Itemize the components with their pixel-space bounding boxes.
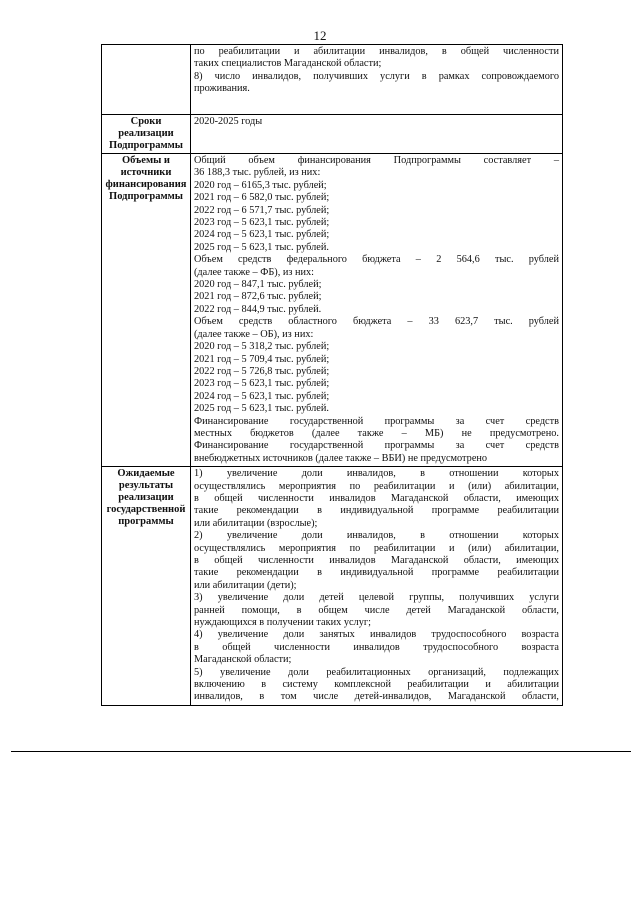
text-line: 5) увеличение доли реабилитационных организаций, подлежащих [194,666,559,678]
row-content [191,467,563,706]
text-line: ранней помощи, в общем числе детей Магаданской области, [194,604,559,616]
text-line: Финансирование государственной программы за счет средств [194,440,559,452]
text-line: 2021 год – 872,6 тыс. рублей; [194,291,322,303]
text-line: 2025 год – 5 623,1 тыс. рублей. [194,403,329,415]
text-line: 2020 год – 847,1 тыс. рублей; [194,279,322,291]
text-line: 2023 год – 5 623,1 тыс. рублей; [194,217,330,229]
text-line: 1) увеличение доли инвалидов, в отношении которых [194,468,559,480]
text-line: нуждающихся в получении таких услуг; [194,617,371,629]
text-line: в общей численности инвалидов трудоспособного возраста [194,641,559,653]
table-row [102,154,563,467]
text-line: проживания. [194,83,250,95]
text-line: внебюджетных источников (далее также – ВБИ) не предусмотрено [194,452,488,464]
text-line: 4) увеличение доли занятых инвалидов трудоспособного возраста [194,629,559,641]
text-line: инвалидов, в том числе детей-инвалидов, Магаданской области, [194,691,559,703]
text-line: 2022 год – 5 726,8 тыс. рублей; [194,365,330,377]
text-line: в общей численности инвалидов Магаданской области, имеющих [194,555,559,566]
text-line: Общий объем финансирования Подпрограммы составляет – [194,155,559,166]
text-line: 8) число инвалидов, получивших услуги в рамках сопровождаемого [194,70,559,82]
row-label-empty [102,45,191,115]
text-line: в общей численности инвалидов Магаданской области, имеющих [194,492,559,504]
text-line: Объем средств областного бюджета – 33 623,7 тыс. рублей [194,316,559,328]
page-number: 12 [313,28,327,43]
table-row [102,467,563,706]
text-line: или абилитации (дети); [194,579,297,591]
row-content [191,45,563,115]
row-content [191,154,563,467]
text-line: 36 188,3 тыс. рублей, из них: [194,167,321,179]
text-line: такие рекомендации в индивидуальной программе реабилитации [194,505,559,517]
passport-table [101,44,563,706]
page-divider [11,751,631,752]
table-row [102,115,563,154]
text-line: Финансирование государственной программы за счет средств [194,415,559,427]
text-line: 2) увеличение доли инвалидов, в отношении которых [194,530,559,542]
text-line: включению в систему комплексной реабилитации и абилитации [194,679,559,691]
text-line: такие рекомендации в индивидуальной программе реабилитации [194,567,559,579]
text-line: 2025 год – 5 623,1 тыс. рублей. [194,241,329,253]
text-line: 2020-2025 годы [194,116,263,127]
text-line: (далее также – ОБ), из них: [194,328,314,340]
row-label: Ожидаемые результаты реализации государственной программы [102,467,191,706]
text-line: 2021 год – 5 709,4 тыс. рублей; [194,353,330,365]
text-line: 2024 год – 5 623,1 тыс. рублей; [194,390,330,402]
row-label: Объемы и источники финансирования Подпрограммы [102,154,191,467]
text-line: по реабилитации и абилитации инвалидов, в общей численности [194,46,559,57]
table-row [102,45,563,115]
text-line: Магаданской области; [194,654,292,666]
text-line: 2020 год – 5 318,2 тыс. рублей; [194,341,330,353]
text-line: 2022 год – 844,9 тыс. рублей. [194,303,322,315]
text-line: осуществлялись мероприятия по реабилитации и (или) абилитации, [194,480,559,492]
text-line: осуществлялись мероприятия по реабилитации и (или) абилитации, [194,542,559,554]
text-line: 2020 год – 6165,3 тыс. рублей; [194,179,327,191]
row-content [191,115,563,154]
text-line: 2022 год – 6 571,7 тыс. рублей; [194,204,330,216]
text-line: местных бюджетов (далее также – МБ) не предусмотрено. [194,427,559,439]
text-line: 2021 год – 6 582,0 тыс. рублей; [194,192,330,204]
text-line: (далее также – ФБ), из них: [194,266,315,278]
text-line: таких специалистов Магаданской области; [194,58,382,70]
text-line: 3) увеличение доли детей целевой группы, получивших услуги [194,592,559,604]
text-line: 2023 год – 5 623,1 тыс. рублей; [194,378,330,390]
text-line: Объем средств федерального бюджета – 2 564,6 тыс. рублей [194,254,559,266]
row-label: Сроки реализации Подпрограммы [102,115,191,154]
text-line: 2024 год – 5 623,1 тыс. рублей; [194,229,330,241]
text-line: или абилитации (взрослые); [194,517,318,529]
